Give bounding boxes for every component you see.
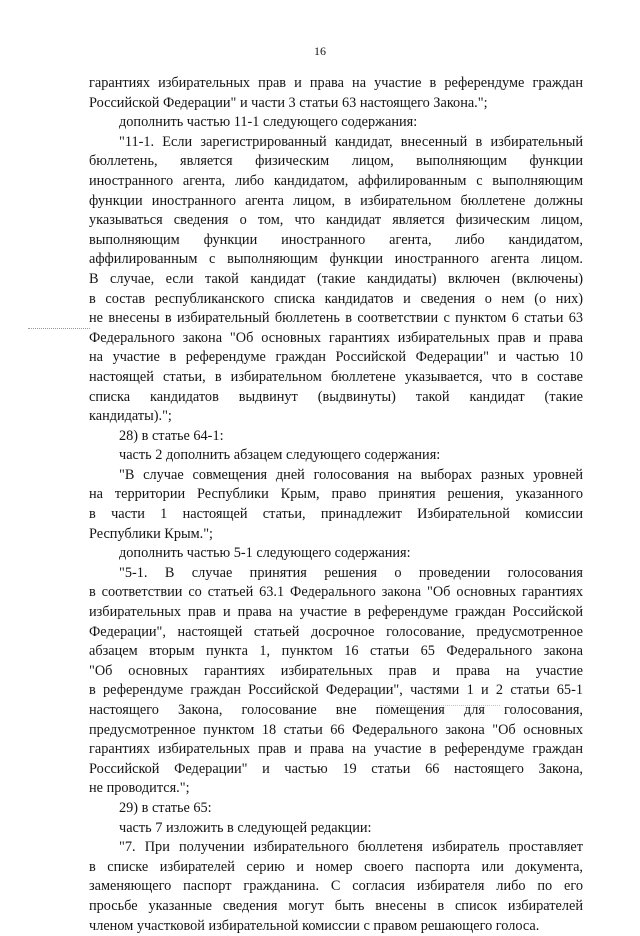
text-line: часть 7 изложить в следующей редакции: xyxy=(119,819,372,836)
document-body xyxy=(89,74,583,936)
text-line: на участие в референдуме граждан Российской Федерации" и частью 10 xyxy=(89,349,583,366)
text-line: 28) в статье 64-1: xyxy=(119,427,224,444)
text-line: дополнить частью 11-1 следующего содержания: xyxy=(119,114,418,131)
text-line: не внесены в избирательный бюллетень в соответствии с пунктом 6 статьи 63 xyxy=(89,310,583,327)
text-line: "Об основных гарантиях избирательных прав и права на участие xyxy=(89,662,583,679)
text-line: Федерации", настоящей статьей досрочное голосование, предусмотренное xyxy=(89,623,583,640)
text-line: "5-1. В случае принятия решения о проведении голосования xyxy=(119,564,583,581)
text-line: не проводится."; xyxy=(89,780,190,797)
text-line: в части 1 настоящей статьи, принадлежит Избирательной комиссии xyxy=(89,506,583,523)
text-line: "В случае совмещения дней голосования на выборах разных уровней xyxy=(119,466,583,483)
text-line: Российской Федерации" и части 3 статьи 63 настоящего Закона."; xyxy=(89,94,488,111)
text-line: членом участковой избирательной комиссии с правом решающего голоса. xyxy=(89,917,540,934)
text-line: на территории Республики Крым, право принятия решения, указанного xyxy=(89,486,583,503)
text-line: настоящего Закона, голосование вне помещения для голосования, xyxy=(89,702,583,718)
scan-artifact-line xyxy=(28,328,90,330)
text-line: иностранного агента, либо кандидатом, аффилированным с выполняющим xyxy=(89,172,583,189)
text-line: абзацем вторым пункта 1, пунктом 16 статьи 65 Федерального закона xyxy=(89,643,583,660)
text-line: гарантиях избирательных прав и права на участие в референдуме граждан xyxy=(89,741,583,758)
text-line: Республики Крым."; xyxy=(89,525,214,542)
text-line: избирательных прав и права на участие в референдуме граждан Российской xyxy=(89,604,583,621)
text-line: списка кандидатов выдвинут (выдвинуты) такой кандидат (такие xyxy=(89,388,583,405)
text-line: заменяющего паспорт гражданина. С согласия избирателя либо по его xyxy=(89,878,583,895)
text-line: 29) в статье 65: xyxy=(119,799,212,816)
text-line: "7. При получении избирательного бюллетеня избиратель проставляет xyxy=(119,839,583,856)
text-line: предусмотренное пунктом 18 статьи 66 Федерального закона "Об основных xyxy=(89,721,583,738)
text-line: в состав республиканского списка кандидатов и сведения о нем (о них) xyxy=(89,290,583,307)
text-line: в соответствии со статьей 63.1 Федерального закона "Об основных гарантиях xyxy=(89,584,583,601)
text-line: гарантиях избирательных прав и права на участие в референдуме граждан xyxy=(89,75,583,91)
text-line: дополнить частью 5-1 следующего содержания: xyxy=(119,545,411,562)
text-line: кандидаты)."; xyxy=(89,408,172,425)
text-line: Российской Федерации" и частью 19 статьи 66 настоящего Закона, xyxy=(89,760,583,777)
text-line: Федерального закона "Об основных гарантиях избирательных прав и права xyxy=(89,329,583,346)
text-line: просьбе указанные сведения могут быть внесены в список избирателей xyxy=(89,897,583,914)
text-line: аффилированным с выполняющим функции иностранного агента лицом. xyxy=(89,251,583,268)
text-line: часть 2 дополнить абзацем следующего содержания: xyxy=(119,447,441,464)
text-line: В случае, если такой кандидат (такие кандидаты) включен (включены) xyxy=(89,270,583,287)
text-line: в референдуме граждан Российской Федерации", частями 1 и 2 статьи 65-1 xyxy=(89,682,583,699)
text-line: выполняющим функции иностранного агента, либо кандидатом, xyxy=(89,231,583,248)
text-line: "11-1. Если зарегистрированный кандидат, внесенный в избирательный xyxy=(119,133,583,150)
text-line: настоящей статьи, в избирательном бюллетене указывается, что в составе xyxy=(89,368,583,385)
text-line: функции иностранного агента лицом, в избирательном бюллетене должны xyxy=(89,192,583,209)
text-line: бюллетень, является физическим лицом, выполняющим функции xyxy=(89,153,583,170)
page-number: 16 xyxy=(314,44,326,58)
text-line: в списке избирателей серию и номер своего паспорта или документа, xyxy=(89,858,583,875)
text-line: указываться сведения о том, что кандидат является физическим лицом, xyxy=(89,212,583,229)
